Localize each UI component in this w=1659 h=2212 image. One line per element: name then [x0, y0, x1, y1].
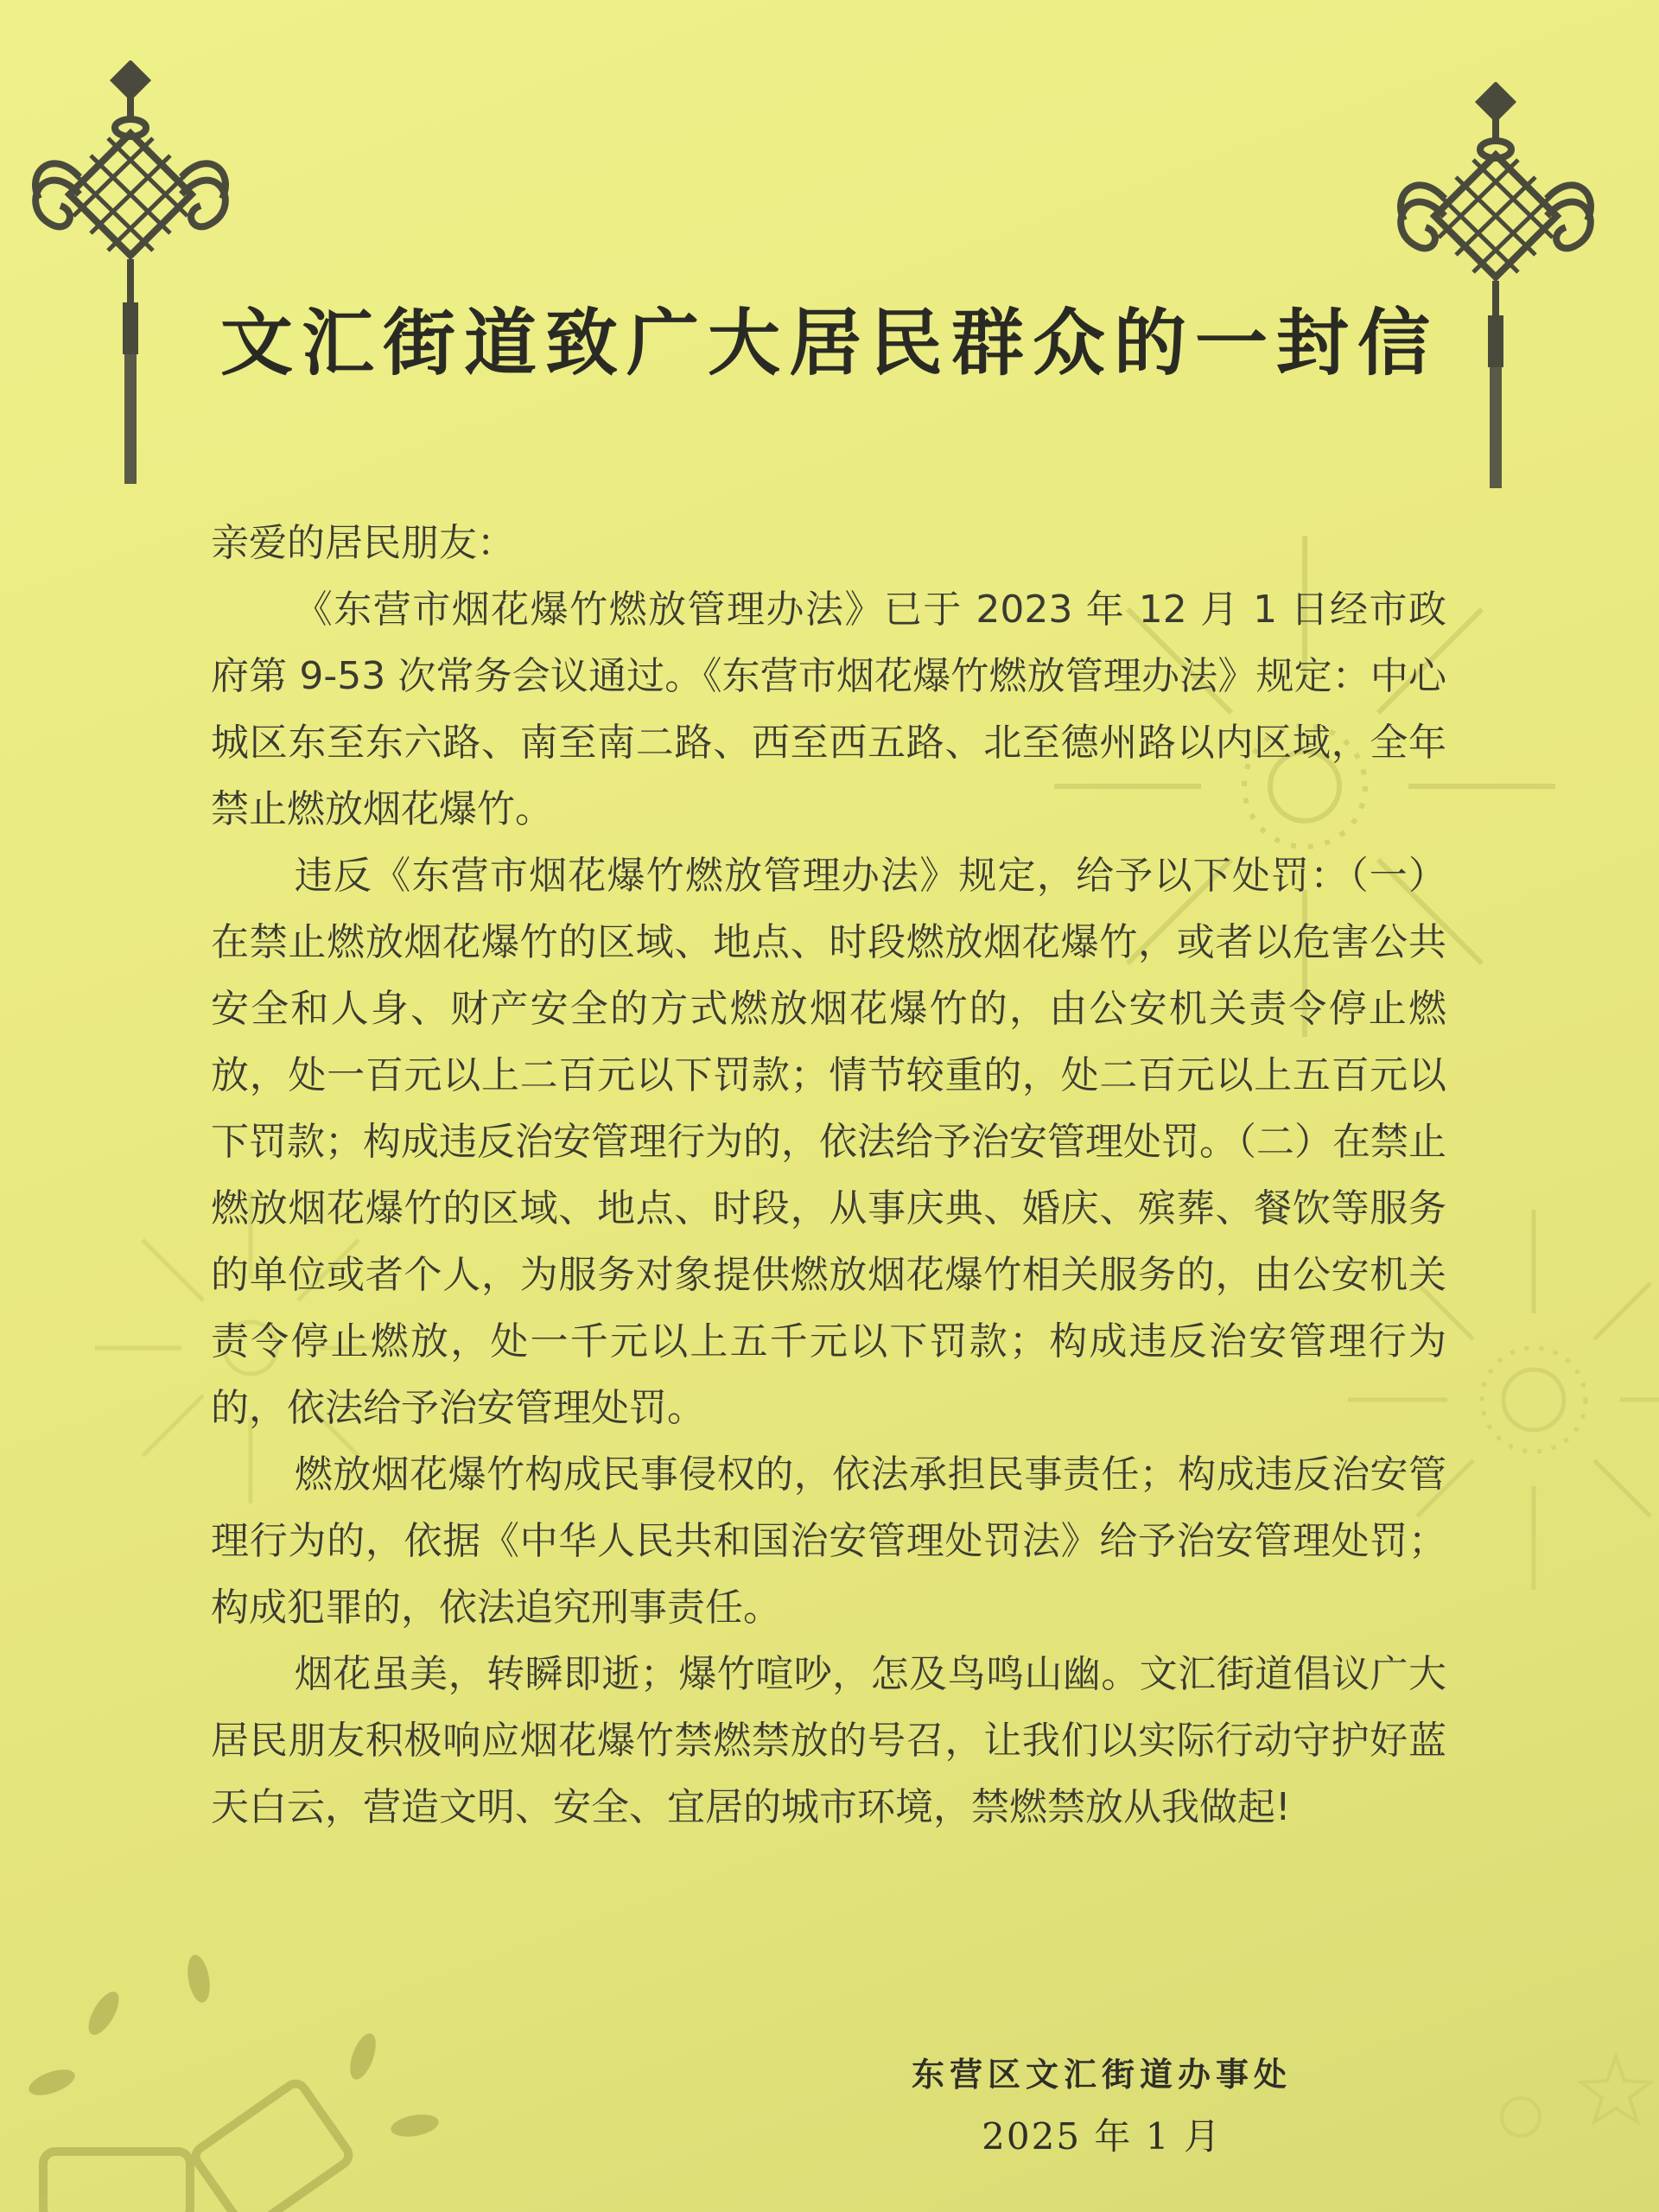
paragraph-penalties: 违反《东营市烟花爆竹燃放管理办法》规定，给予以下处罚：（一）在禁止燃放烟花爆竹的区域、地点、时段燃放烟花爆竹，或者以危害公共安全和人身、财产安全的方式燃放烟花爆竹的，由公安机关责令停止燃放，处一百元以上二百元以下罚款；情节较重的，处二百元以上五百元以下罚款；构成违反治安管理行为的，依法给予治安管理处罚。（二）在禁止燃放烟花爆竹的区域、地点、时段，从事庆典、婚庆、殡葬、餐饮等服务的单位或者个人，为服务对象提供燃放烟花爆竹相关服务的，由公安机关责令停止燃放，处一千元以上五千元以下罚款；构成违反治安管理行为的，依法给予治安管理处罚。: [211, 854, 1446, 1430]
star-icon: [1502, 2056, 1650, 2136]
signature-organization: 东营区文汇街道办事处: [911, 2055, 1292, 2094]
signature-date: 2025 年 1 月: [982, 2115, 1222, 2158]
firecracker-icon: [26, 1953, 441, 2212]
salutation: 亲爱的居民朋友：: [211, 521, 515, 565]
paragraph-liability: 燃放烟花爆竹构成民事侵权的，依法承担民事责任；构成违反治安管理行为的，依据《中华人民共和国治安管理处罚法》给予治安管理处罚；构成犯罪的，依法追究刑事责任。: [211, 1452, 1446, 1630]
letter-title: 文汇街道致广大居民群众的一封信: [219, 301, 1439, 385]
paragraph-appeal: 烟花虽美，转瞬即逝；爆竹喧吵，怎及鸟鸣山幽。文汇街道倡议广大居民朋友积极响应烟花爆竹禁燃禁放的号召，让我们以实际行动守护好蓝天白云，营造文明、安全、宜居的城市环境，禁燃禁放从我做起!: [211, 1652, 1446, 1829]
paragraph-regulation: 《东营市烟花爆竹燃放管理办法》已于 2023 年 12 月 1 日经市政府第 9-53 次常务会议通过。《东营市烟花爆竹燃放管理办法》规定：中心城区东至东六路、南至南二路、西至西五路、北至德州路以内区域，全年禁止燃放烟花爆竹。: [211, 588, 1446, 831]
letter-body: [211, 510, 1446, 1840]
chinese-knot-icon: [26, 60, 259, 493]
